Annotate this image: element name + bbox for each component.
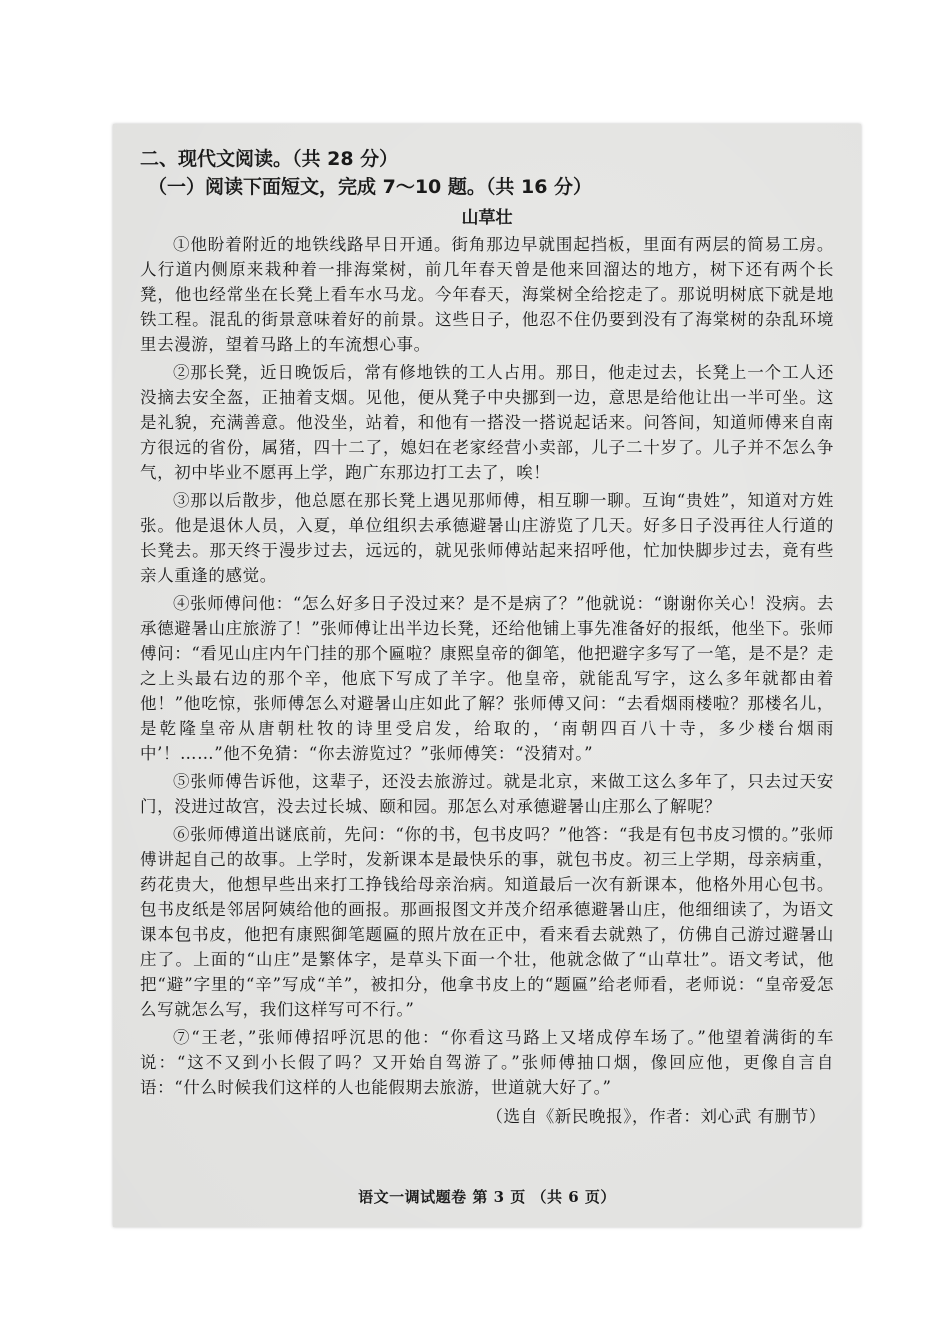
page-content bbox=[140, 146, 834, 1129]
paragraph-3: ③那以后散步，他总愿在那长凳上遇见那师傅，相互聊一聊。互询“贵姓”，知道对方姓张。他是退休人员，入夏，单位组织去承德避暑山庄游览了几天。好多日子没再往人行道的长凳去。那天终于漫步过去，远远的，就见张师傅站起来招呼他，忙加快脚步过去，竟有些亲人重逢的感觉。 bbox=[140, 491, 834, 585]
section-title: 二、现代文阅读。（共 28 分） bbox=[140, 148, 399, 170]
paragraph-5: ⑤张师傅告诉他，这辈子，还没去旅游过。就是北京，来做工这么多年了，只去过天安门，没进过故宫，没去过长城、颐和园。那怎么对承德避暑山庄那么了解呢？ bbox=[140, 772, 834, 816]
paragraph-7: ⑦“王老，”张师傅招呼沉思的他：“你看这马路上又堵成停车场了。”他望着满街的车说：“这不又到小长假了吗？又开始自驾游了。”张师傅抽口烟，像回应他，更像自言自语：“什么时候我们这样的人也能假期去旅游，世道就大好了。” bbox=[140, 1028, 834, 1097]
article-source: （选自《新民晚报》，作者：刘心武 有删节） bbox=[486, 1107, 826, 1126]
exam-page bbox=[113, 124, 861, 1227]
paragraph-4: ④张师傅问他：“怎么好多日子没过来？是不是病了？”他就说：“谢谢你关心！没病。去承德避暑山庄旅游了！”张师傅让出半边长凳，还给他铺上事先准备好的报纸，他坐下。张师傅问：“看见山庄内午门挂的那个匾啦？康熙皇帝的御笔，他把避字多写了一笔，是不是？走之上头最右边的那个辛，他底下写成了羊字。他皇帝，就能乱写字，这么多年就都由着他！”他吃惊，张师傅怎么对避暑山庄如此了解？张师傅又问：“去看烟雨楼啦？那楼名儿，是乾隆皇帝从唐朝杜牧的诗里受启发，给取的，‘南朝四百八十寺，多少楼台烟雨中’！……”他不免猜：“你去游览过？”张师傅笑：“没猜对。” bbox=[140, 594, 834, 763]
page-footer: 语文一调试题卷 第 3 页 （共 6 页） bbox=[358, 1188, 616, 1206]
article-title: 山草壮 bbox=[461, 208, 513, 228]
paragraph-6: ⑥张师傅道出谜底前，先问：“你的书，包书皮吗？”他答：“我是有包书皮习惯的。”张师傅讲起自己的故事。上学时，发新课本是最快乐的事，就包书皮。初三上学期，母亲病重，药花贵大，他想早些出来打工挣钱给母亲治病。知道最后一次有新课本，他格外用心包书。包书皮纸是邻居阿姨给他的画报。那画报图文并茂介绍承德避暑山庄，他细细读了，为语文课本包书皮，他把有康熙御笔题匾的照片放在正中，看来看去就熟了，仿佛自己游过避暑山庄了。上面的“山庄”是繁体字，是草头下面一个壮，他就念做了“山草壮”。语文考试，他把“避”字里的“辛”写成“羊”，被扣分，他拿书皮上的“题匾”给老师看，老师说：“皇帝爱怎么写就怎么写，我们这样写可不行。” bbox=[140, 825, 834, 1019]
paragraph-1: ①他盼着附近的地铁线路早日开通。街角那边早就围起挡板，里面有两层的简易工房。人行道内侧原来栽种着一排海棠树，前几年春天曾是他来回溜达的地方，树下还有两个长凳，他也经常坐在长凳上看车水马龙。今年春天，海棠树全给挖走了。那说明树底下就是地铁工程。混乱的街景意味着好的前景。这些日子，他忍不住仍要到没有了海棠树的杂乱环境里去漫游，望着马路上的车流想心事。 bbox=[140, 235, 834, 354]
paragraph-2: ②那长凳，近日晚饭后，常有修地铁的工人占用。那日，他走过去，长凳上一个工人还没摘去安全盔，正抽着支烟。见他，便从凳子中央挪到一边，意思是给他让出一半可坐。这是礼貌，充满善意。他没坐，站着，和他有一搭没一搭说起话来。问答间，知道师傅来自南方很远的省份，属猪，四十二了，媳妇在老家经营小卖部，儿子二十岁了。儿子并不怎么争气，初中毕业不愿再上学，跑广东那边打工去了，唉！ bbox=[140, 363, 834, 482]
subsection-title: （一）阅读下面短文，完成 7～10 题。（共 16 分） bbox=[148, 176, 593, 198]
